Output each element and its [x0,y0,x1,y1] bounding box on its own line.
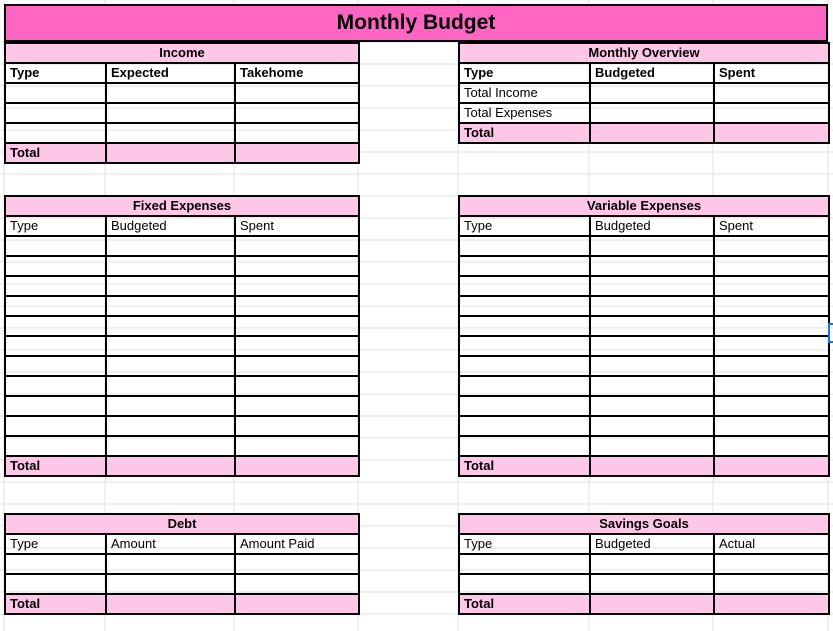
savings-total-row [459,594,829,614]
savings-cell[interactable] [590,574,714,594]
table-row [5,554,359,574]
savings-total-actual[interactable] [714,594,829,614]
income-total-label: Total [5,143,106,163]
savings-cell[interactable] [459,574,590,594]
overview-total-label: Total [459,123,590,143]
income-header-row [5,63,359,83]
variable-cell[interactable] [590,416,714,436]
income-cell[interactable] [235,123,359,143]
fixed-total-budgeted[interactable] [106,456,235,476]
variable-cell[interactable] [590,316,714,336]
fixed-cell[interactable] [235,436,359,456]
fixed-cell[interactable] [5,316,106,336]
fixed-cell[interactable] [106,416,235,436]
overview-cell[interactable]: Total Income [459,83,590,103]
variable-cell[interactable] [590,276,714,296]
fixed-cell[interactable] [235,316,359,336]
variable-cell[interactable] [714,396,829,416]
fixed-cell[interactable] [106,256,235,276]
debt-cell[interactable] [106,554,235,574]
variable-expenses-table [458,195,830,477]
fixed-cell[interactable] [5,236,106,256]
fixed-expenses-table [4,195,360,477]
fixed-cell[interactable] [106,236,235,256]
fixed-cell[interactable] [106,396,235,416]
variable-cell[interactable] [714,356,829,376]
fixed-cell[interactable] [235,336,359,356]
income-cell[interactable] [5,83,106,103]
table-row [5,296,359,316]
variable-cell[interactable] [714,336,829,356]
savings-header-row [459,534,829,554]
debt-total-amount[interactable] [106,594,235,614]
savings-title: Savings Goals [459,514,829,534]
overview-header-budgeted: Budgeted [590,63,714,83]
overview-table [458,42,830,144]
fixed-total-label: Total [5,456,106,476]
variable-cell[interactable] [590,236,714,256]
variable-cell[interactable] [590,296,714,316]
table-row [459,416,829,436]
savings-total-label: Total [459,594,590,614]
variable-total-row [459,456,829,476]
income-cell[interactable] [235,83,359,103]
income-total-takehome[interactable] [235,143,359,163]
variable-cell[interactable] [459,356,590,376]
table-row [5,574,359,594]
savings-total-budgeted[interactable] [590,594,714,614]
variable-header-spent: Spent [714,216,829,236]
table-row [459,276,829,296]
table-row [5,356,359,376]
debt-cell[interactable] [5,554,106,574]
fixed-cell[interactable] [5,296,106,316]
income-cell[interactable] [5,123,106,143]
fixed-cell[interactable] [106,316,235,336]
variable-cell[interactable] [459,316,590,336]
fixed-cell[interactable] [235,416,359,436]
savings-cell[interactable] [714,554,829,574]
fixed-cell[interactable] [235,256,359,276]
debt-total-amount-paid[interactable] [235,594,359,614]
variable-cell[interactable] [714,296,829,316]
table-row [459,376,829,396]
variable-cell[interactable] [590,396,714,416]
debt-header-type: Type [5,534,106,554]
table-row [5,123,359,143]
income-header-type: Type [5,63,106,83]
table-row [459,316,829,336]
variable-cell[interactable] [714,276,829,296]
debt-cell[interactable] [235,554,359,574]
variable-cell[interactable] [459,236,590,256]
fixed-total-row [5,456,359,476]
table-row [5,83,359,103]
income-title: Income [5,43,359,63]
selected-cell-indicator [828,323,833,343]
fixed-cell[interactable] [5,376,106,396]
table-row [459,336,829,356]
overview-cell[interactable] [714,83,829,103]
variable-cell[interactable] [590,436,714,456]
table-row [459,236,829,256]
table-row [459,83,829,103]
debt-table [4,513,360,615]
variable-cell[interactable] [590,376,714,396]
fixed-cell[interactable] [235,276,359,296]
fixed-cell[interactable] [5,256,106,276]
table-row [5,416,359,436]
savings-cell[interactable] [714,574,829,594]
fixed-cell[interactable] [5,276,106,296]
variable-cell[interactable] [714,236,829,256]
fixed-cell[interactable] [5,336,106,356]
fixed-cell[interactable] [106,336,235,356]
fixed-cell[interactable] [106,436,235,456]
fixed-header-budgeted: Budgeted [106,216,235,236]
overview-header-row [459,63,829,83]
income-table [4,42,360,164]
debt-total-row [5,594,359,614]
variable-cell[interactable] [459,296,590,316]
fixed-cell[interactable] [235,236,359,256]
overview-cell[interactable] [714,103,829,123]
variable-cell[interactable] [459,256,590,276]
income-total-row [5,143,359,163]
variable-cell[interactable] [459,376,590,396]
variable-title: Variable Expenses [459,196,829,216]
fixed-cell[interactable] [106,296,235,316]
variable-cell[interactable] [459,336,590,356]
debt-total-label: Total [5,594,106,614]
table-row [459,396,829,416]
variable-cell[interactable] [459,396,590,416]
overview-total-budgeted[interactable] [590,123,714,143]
variable-cell[interactable] [714,436,829,456]
savings-header-type: Type [459,534,590,554]
variable-cell[interactable] [714,416,829,436]
variable-total-label: Total [459,456,590,476]
fixed-cell[interactable] [5,436,106,456]
overview-cell[interactable] [590,83,714,103]
table-row [5,396,359,416]
variable-total-spent[interactable] [714,456,829,476]
table-row [5,316,359,336]
page-title: Monthly Budget [4,4,828,42]
table-row [5,336,359,356]
fixed-cell[interactable] [235,376,359,396]
fixed-header-spent: Spent [235,216,359,236]
savings-cell[interactable] [459,554,590,574]
fixed-cell[interactable] [5,396,106,416]
fixed-title: Fixed Expenses [5,196,359,216]
overview-total-row [459,123,829,143]
overview-cell[interactable]: Total Expenses [459,103,590,123]
debt-header-amount-paid: Amount Paid [235,534,359,554]
variable-cell[interactable] [714,316,829,336]
overview-cell[interactable] [590,103,714,123]
table-row [459,554,829,574]
fixed-cell[interactable] [5,416,106,436]
fixed-cell[interactable] [106,356,235,376]
table-row [459,296,829,316]
fixed-cell[interactable] [235,296,359,316]
table-row [5,103,359,123]
savings-goals-table [458,513,830,615]
variable-cell[interactable] [714,256,829,276]
debt-header-row [5,534,359,554]
table-row [5,276,359,296]
overview-title: Monthly Overview [459,43,829,63]
income-cell[interactable] [106,103,235,123]
fixed-header-type: Type [5,216,106,236]
income-cell[interactable] [235,103,359,123]
table-row [5,256,359,276]
debt-cell[interactable] [235,574,359,594]
income-total-expected[interactable] [106,143,235,163]
income-cell[interactable] [5,103,106,123]
overview-total-spent[interactable] [714,123,829,143]
income-cell[interactable] [106,83,235,103]
table-row [459,574,829,594]
fixed-cell[interactable] [106,376,235,396]
savings-header-budgeted: Budgeted [590,534,714,554]
variable-header-row [459,216,829,236]
variable-cell[interactable] [590,256,714,276]
variable-cell[interactable] [459,436,590,456]
overview-header-spent: Spent [714,63,829,83]
table-row [459,103,829,123]
variable-header-type: Type [459,216,590,236]
debt-title: Debt [5,514,359,534]
table-row [5,236,359,256]
fixed-cell[interactable] [106,276,235,296]
variable-cell[interactable] [590,356,714,376]
variable-cell[interactable] [459,416,590,436]
fixed-total-spent[interactable] [235,456,359,476]
variable-cell[interactable] [590,336,714,356]
fixed-cell[interactable] [235,396,359,416]
income-header-expected: Expected [106,63,235,83]
debt-cell[interactable] [5,574,106,594]
table-row [459,256,829,276]
variable-header-budgeted: Budgeted [590,216,714,236]
overview-header-type: Type [459,63,590,83]
variable-total-budgeted[interactable] [590,456,714,476]
debt-header-amount: Amount [106,534,235,554]
income-cell[interactable] [106,123,235,143]
income-header-takehome: Takehome [235,63,359,83]
table-row [5,376,359,396]
fixed-cell[interactable] [235,356,359,376]
table-row [459,356,829,376]
savings-header-actual: Actual [714,534,829,554]
savings-cell[interactable] [590,554,714,574]
fixed-header-row [5,216,359,236]
debt-cell[interactable] [106,574,235,594]
fixed-cell[interactable] [5,356,106,376]
table-row [459,436,829,456]
variable-cell[interactable] [459,276,590,296]
table-row [5,436,359,456]
variable-cell[interactable] [714,376,829,396]
